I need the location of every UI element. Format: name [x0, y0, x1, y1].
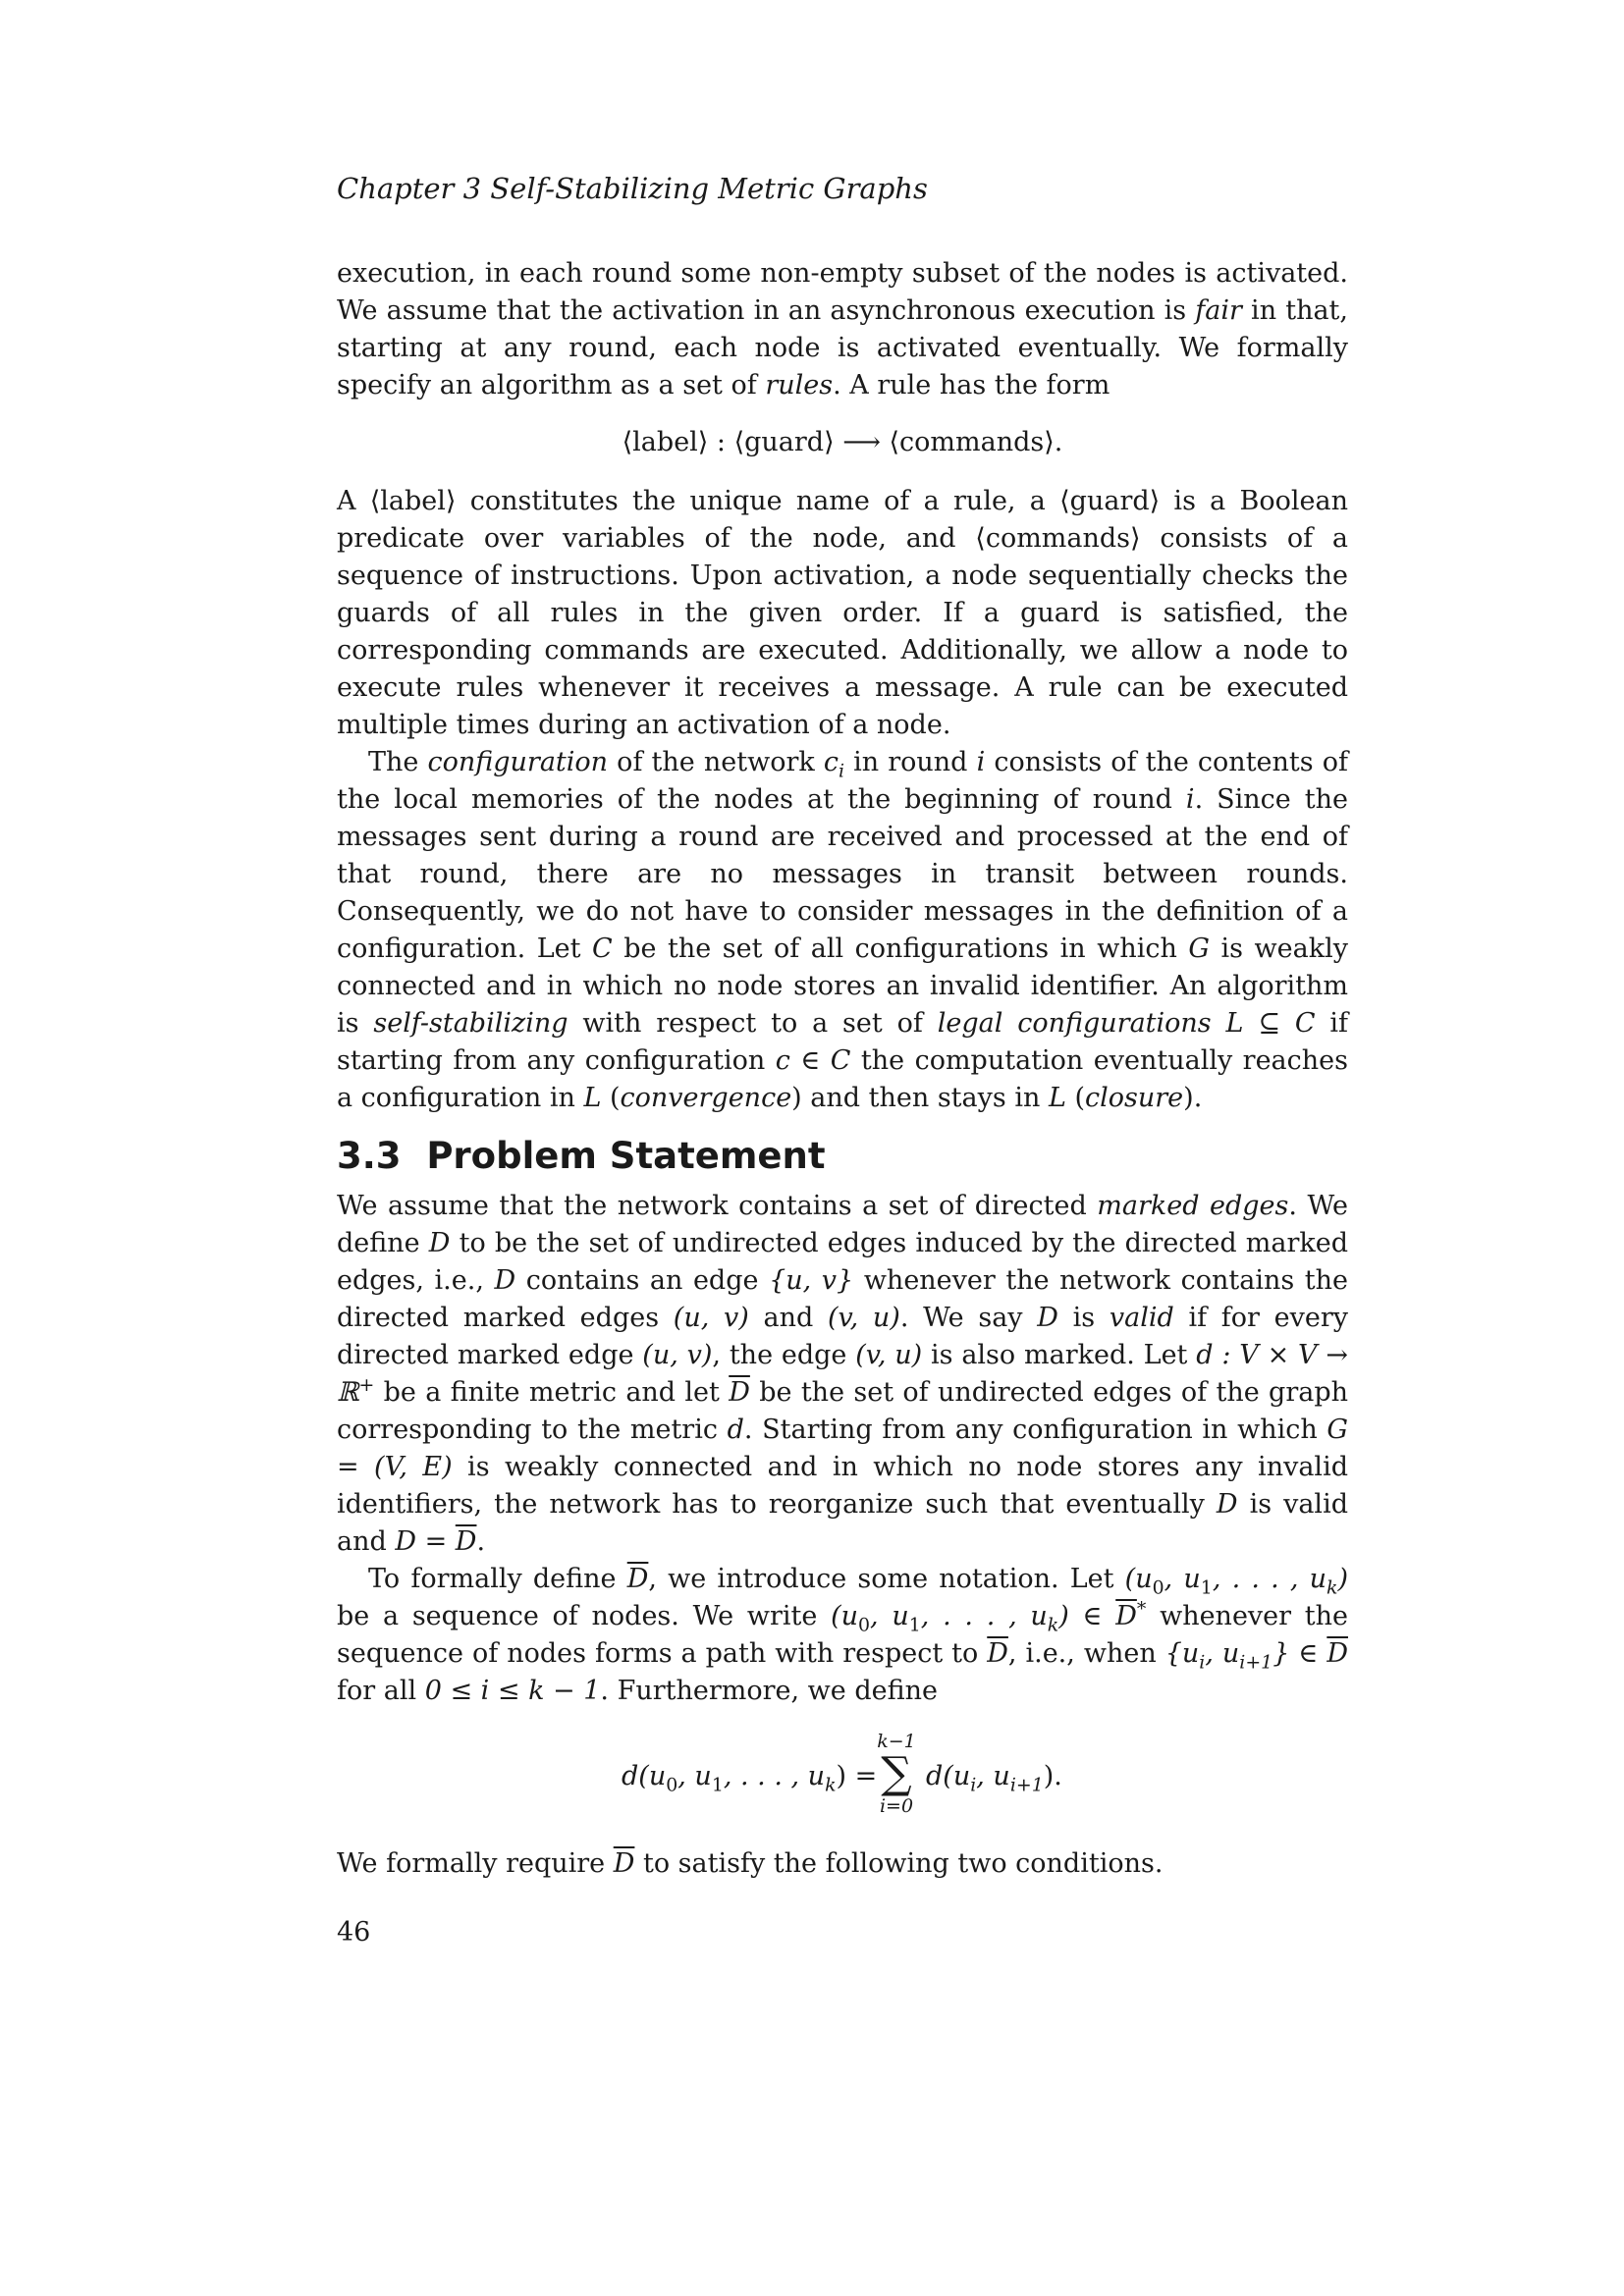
- math-var: G: [1188, 934, 1210, 964]
- math-expr: , u: [976, 1761, 1010, 1791]
- text-run: , i.e., when: [1007, 1638, 1165, 1669]
- math-sup: +: [358, 1374, 375, 1396]
- math-var: L: [583, 1083, 602, 1113]
- math-expr: d : V × V → ℝ: [337, 1340, 1349, 1408]
- section-number: 3.3: [337, 1135, 402, 1177]
- term-valid: valid: [1109, 1303, 1174, 1333]
- math-sub: 1: [908, 1614, 921, 1636]
- sum-symbol: ∑: [881, 1748, 912, 1798]
- math-expr: {u, v}: [769, 1265, 854, 1296]
- page-number: 46: [337, 1917, 371, 1948]
- text-run: . We define: [337, 1191, 1348, 1258]
- math-dbar: $\overline{D}$: [455, 1526, 477, 1557]
- math-expr: c ∈ C: [775, 1045, 851, 1076]
- text-run: (: [1065, 1083, 1085, 1113]
- math-var: i: [1185, 784, 1195, 815]
- math-var: d: [727, 1415, 744, 1445]
- text-run: be the set of all configurations in which: [612, 934, 1189, 964]
- math-sub: 1: [711, 1774, 724, 1796]
- text-run: contains an edge: [515, 1265, 770, 1296]
- text-run: We formally require: [337, 1848, 614, 1879]
- math-var: D: [1216, 1489, 1238, 1520]
- math-sub: i: [1199, 1651, 1206, 1674]
- text-run: The: [368, 747, 428, 777]
- text-run: [1212, 1008, 1226, 1039]
- math-expr: (v, u): [855, 1340, 923, 1370]
- math-sub: k: [825, 1774, 837, 1796]
- math-expr: ): [1337, 1564, 1349, 1594]
- text-run: . Furthermore, we define: [600, 1676, 938, 1706]
- math-expr: (v, u): [828, 1303, 900, 1333]
- text-run: , the edge: [712, 1340, 856, 1370]
- formula-rhs: [926, 1761, 1062, 1796]
- paragraph-execution: [337, 255, 1348, 404]
- text-run: if starting from any configuration: [337, 1008, 1348, 1076]
- math-var: c: [823, 747, 839, 777]
- term-closure: closure: [1085, 1083, 1184, 1113]
- math-sub: k: [1326, 1576, 1338, 1599]
- path-length-formula: [337, 1732, 1348, 1820]
- term-fair: fair: [1195, 295, 1242, 326]
- text-run: . Starting from any configuration in which: [743, 1415, 1327, 1445]
- math-expr: , u: [677, 1761, 712, 1791]
- text-run: consists of the contents of the local memories of the nodes at the beginning of round: [337, 747, 1348, 815]
- text-run: (: [601, 1083, 621, 1113]
- math-sub: i+1: [1239, 1651, 1273, 1674]
- text-run: is: [1057, 1303, 1110, 1333]
- math-expr: {u: [1164, 1638, 1200, 1669]
- term-self-stabilizing: self-stabilizing: [373, 1008, 568, 1039]
- math-expr: 0 ≤ i ≤ k − 1: [424, 1676, 601, 1706]
- math-expr: (u, v): [642, 1340, 713, 1370]
- math-var: L: [1048, 1083, 1066, 1113]
- math-dbar: $\overline{D}$: [626, 1564, 649, 1594]
- text-run: . Since the messages sent during a round are received and processed at the end of that round, there are no messages in transit between rounds. Consequently, we do not have to consider messages in the definition of a configuration. Let: [337, 784, 1348, 964]
- math-expr: , . . . , u: [920, 1601, 1048, 1631]
- math-sub: 0: [666, 1774, 678, 1796]
- math-dbar: $\overline{D}$: [613, 1848, 635, 1879]
- page-body: [337, 167, 1348, 1883]
- text-run: . A rule has the form: [833, 370, 1110, 400]
- math-expr: L ⊆ C: [1225, 1008, 1316, 1039]
- math-expr: d(u: [926, 1761, 971, 1791]
- text-run: whenever the sequence of nodes forms a path with respect to: [337, 1601, 1349, 1669]
- term-legal-configurations: legal configurations: [937, 1008, 1212, 1039]
- paragraph-configuration: [337, 744, 1348, 1117]
- sum-lower-limit: i=0: [879, 1795, 914, 1817]
- text-run: . We say: [899, 1303, 1038, 1333]
- math-expr: ) ∈: [1058, 1601, 1116, 1631]
- text-run: in round: [844, 747, 977, 777]
- math-sub: i+1: [1009, 1774, 1044, 1796]
- math-expr: , u: [870, 1601, 909, 1631]
- math-sub: i: [970, 1774, 977, 1796]
- math-dbar: $\overline{D}$: [1326, 1638, 1348, 1669]
- math-expr: , u: [1164, 1564, 1201, 1594]
- text-run: is valid and: [337, 1489, 1348, 1557]
- math-expr: , . . . , u: [723, 1761, 826, 1791]
- math-expr: , . . . , u: [1212, 1564, 1327, 1594]
- text-run: execution, in each round some non-empty subset of the nodes is activated. We assume that the activation in an asynchronous execution is: [337, 258, 1348, 326]
- math-sub: i: [838, 760, 844, 782]
- paragraph-rule-description: A ⟨label⟩ constitutes the unique name of a rule, a ⟨guard⟩ is a Boolean predicate over variables of the node, and ⟨commands⟩ consists of a sequence of instructions. Upon activation, a node sequentially checks the guards of all rules in the given order. If a guard is satisfied, the corresponding commands are executed. Additionally, we allow a node to execute rules whenever it receives a message. A rule can be executed multiple times during an activation of a node.: [337, 486, 1348, 740]
- paragraph-conditions: [337, 1845, 1348, 1883]
- math-dbar: $\overline{D}$: [987, 1638, 1008, 1669]
- term-configuration: configuration: [427, 747, 609, 777]
- paragraph-marked-edges: [337, 1188, 1348, 1561]
- running-head: Chapter 3 Self-Stabilizing Metric Graphs: [337, 172, 928, 205]
- math-expr: (u, v): [673, 1303, 749, 1333]
- math-var: D: [494, 1265, 516, 1296]
- text-run: is also marked. Let: [922, 1340, 1197, 1370]
- text-run: .: [476, 1526, 486, 1557]
- math-expr: } ∈: [1272, 1638, 1327, 1669]
- math-sup: *: [1136, 1598, 1147, 1620]
- math-dbar: $\overline{D}$: [729, 1377, 750, 1408]
- math-expr: d(u: [622, 1761, 667, 1791]
- math-var: D: [428, 1228, 451, 1258]
- text-run: ) and then stays in: [791, 1083, 1049, 1113]
- text-run: be a finite metric and let: [374, 1377, 730, 1408]
- text-run: whenever the network contains the directed marked edges: [337, 1265, 1348, 1333]
- text-run: be the set of undirected edges of the graph corresponding to the metric: [337, 1377, 1348, 1445]
- text-run: of the network: [608, 747, 824, 777]
- math-expr: , u: [1205, 1638, 1240, 1669]
- text-run: be a sequence of nodes. We write: [337, 1601, 832, 1631]
- term-convergence: convergence: [620, 1083, 792, 1113]
- text-run: We assume that the network contains a set of directed: [337, 1191, 1098, 1221]
- text-run: To formally define: [368, 1564, 627, 1594]
- math-expr: (u: [1124, 1564, 1153, 1594]
- text-run: ).: [1183, 1083, 1203, 1113]
- rule-form-display: ⟨label⟩ : ⟨guard⟩ ⟶ ⟨commands⟩.: [622, 427, 1063, 457]
- math-expr: G = (V, E): [337, 1415, 1348, 1482]
- math-sub: 0: [858, 1614, 871, 1636]
- math-sub: k: [1047, 1614, 1059, 1636]
- text-run: in that, starting at any round, each node is activated eventually. We formally specify an algorithm as a set of: [337, 295, 1348, 400]
- text-run: with respect to a set of: [568, 1008, 938, 1039]
- math-dbar: $\overline{D}$: [1115, 1601, 1137, 1631]
- math-var: i: [976, 747, 986, 777]
- summation: [872, 1732, 921, 1816]
- text-run: , we introduce some notation. Let: [648, 1564, 1125, 1594]
- text-run: is weakly connected and in which no node stores an invalid identifier. An algorithm is: [337, 934, 1348, 1039]
- math-var: C: [592, 934, 613, 964]
- text-run: is weakly connected and in which no node stores any invalid identifiers, the network has to reorganize such that eventually: [337, 1452, 1348, 1520]
- text-run: the computation eventually reaches a configuration in: [337, 1045, 1348, 1113]
- term-marked-edges: marked edges: [1097, 1191, 1289, 1221]
- section-title: Problem Statement: [426, 1135, 826, 1177]
- formula-lhs: [622, 1761, 878, 1796]
- text-run: and: [748, 1303, 828, 1333]
- math-sub: 1: [1200, 1576, 1213, 1599]
- section-heading: [337, 1133, 1348, 1180]
- text-run: to be the set of undirected edges induced by the directed marked edges, i.e.,: [337, 1228, 1348, 1296]
- paragraph-notation: [337, 1561, 1348, 1710]
- text-run: to satisfy the following two conditions.: [634, 1848, 1164, 1879]
- sum-upper-limit: k−1: [877, 1731, 916, 1752]
- text-run: for all: [337, 1676, 425, 1706]
- math-expr: ) =: [836, 1761, 878, 1791]
- term-rules: rules: [765, 370, 834, 400]
- math-var: D: [1037, 1303, 1058, 1333]
- math-expr: ).: [1043, 1761, 1062, 1791]
- math-expr: D =: [395, 1526, 456, 1557]
- text-run: if for every directed marked edge: [337, 1303, 1349, 1370]
- math-expr: (u: [831, 1601, 859, 1631]
- math-sub: 0: [1152, 1576, 1164, 1599]
